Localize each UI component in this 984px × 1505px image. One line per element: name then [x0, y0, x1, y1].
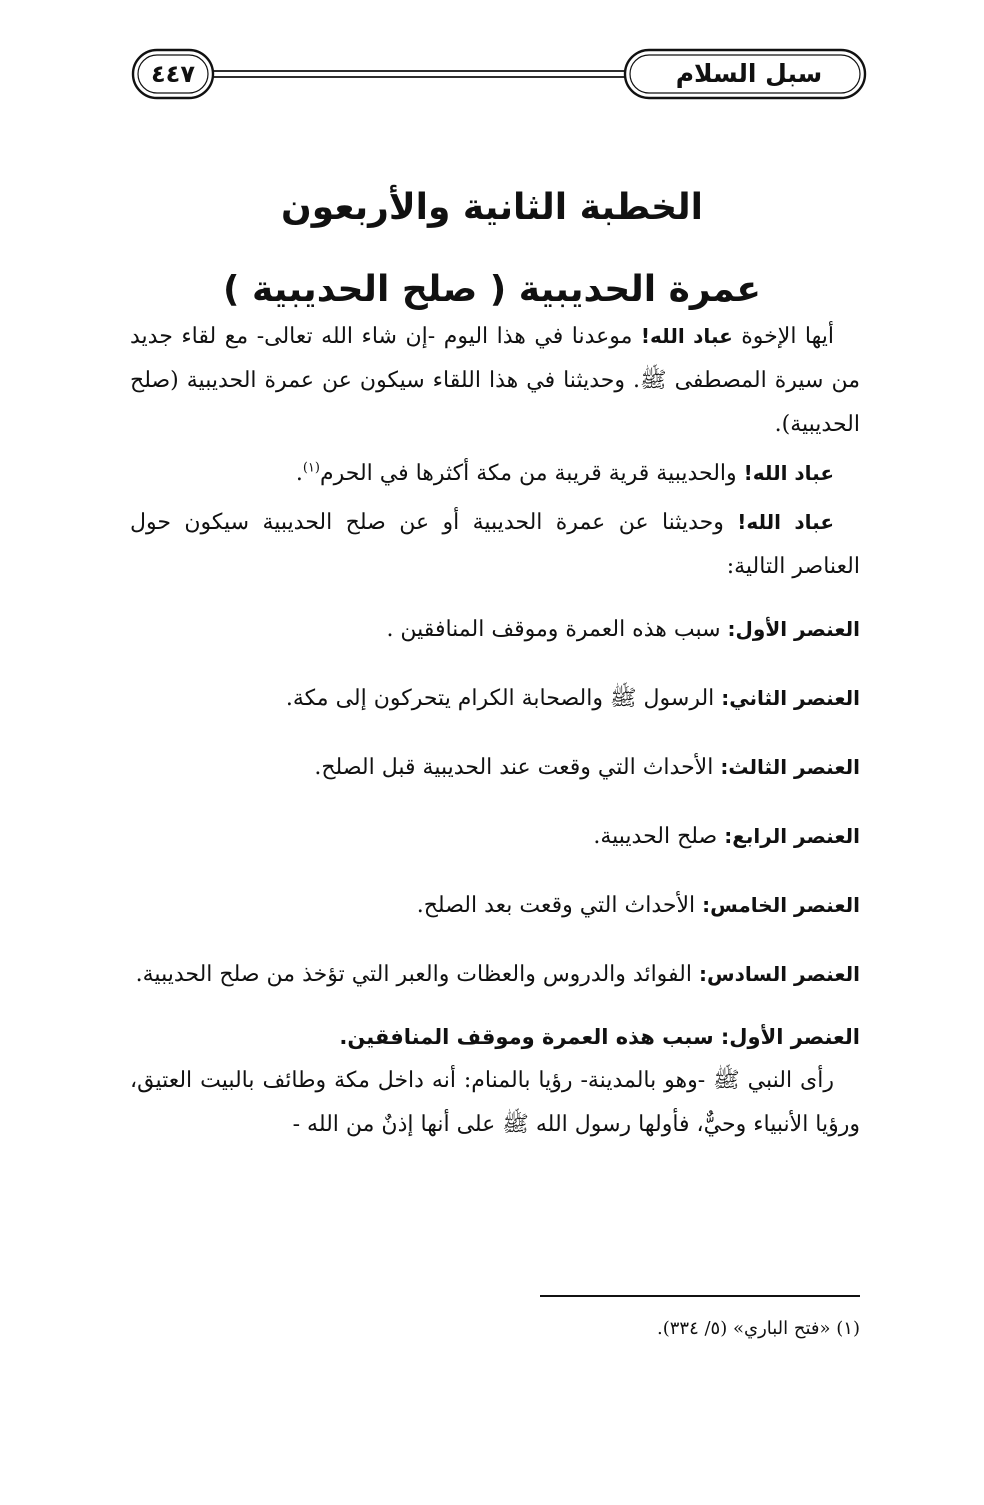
element-text: الأحداث التي وقعت بعد الصلح.: [416, 893, 703, 918]
subject-title: عمرة الحديبية ( صلح الحديبية ): [222, 268, 762, 310]
footnote-divider: [540, 1295, 860, 1297]
element-label: العنصر الأول:: [727, 617, 860, 641]
element-text: الرسول ﷺ والصحابة الكرام يتحركون إلى مكة.: [285, 686, 722, 711]
element-text: الفوائد والدروس والعظات والعبر التي تؤخذ من صلح الحديبية.: [135, 962, 699, 987]
running-title: سبل السلام: [675, 59, 823, 88]
section-heading: العنصر الأول: سبب هذه العمرة وموقف المنافقين.: [339, 1025, 860, 1049]
elements-intro-text: وحديثنا عن عمرة الحديبية أو عن صلح الحديبية سيكون حول العناصر التالية:: [130, 510, 860, 579]
page-body: [130, 314, 860, 1147]
list-item: [130, 952, 860, 997]
element-text: صلح الحديبية.: [593, 824, 725, 849]
elements-list: [130, 607, 860, 997]
hudaybiyah-paragraph: [130, 451, 860, 496]
list-item: [130, 607, 860, 652]
hudaybiyah-text: والحديبية قرية قريبة من مكة أكثرها في الحرم: [319, 461, 744, 486]
elements-intro-paragraph: [130, 500, 860, 589]
intro-address: عباد الله!: [640, 324, 733, 348]
page-number: ٤٤٧: [151, 60, 195, 88]
hudaybiyah-address: عباد الله!: [743, 461, 834, 485]
intro-lead: أيها الإخوة: [732, 324, 835, 349]
intro-text: موعدنا في هذا اليوم -إن شاء الله تعالى- مع لقاء جديد من سيرة المصطفى ﷺ. وحديثنا في هذا اللقاء سيكون عن عمرة الحديبية (صلح الحديبية).: [130, 324, 860, 437]
element-text: الأحداث التي وقعت عند الحديبية قبل الصلح.: [314, 755, 721, 780]
element-label: العنصر السادس:: [698, 962, 860, 986]
sermon-title: الخطبة الثانية والأربعون: [281, 187, 703, 229]
list-item: [130, 745, 860, 790]
element-label: العنصر الرابع:: [724, 824, 860, 848]
hudaybiyah-tail: .: [295, 461, 303, 486]
element-label: العنصر الثالث:: [720, 755, 860, 779]
list-item: [130, 814, 860, 859]
intro-paragraph: [130, 314, 860, 447]
running-header: [130, 44, 870, 106]
list-item: [130, 883, 860, 928]
section-paragraph: رأى النبي ﷺ -وهو بالمدينة- رؤيا بالمنام: أنه داخل مكة وطائف بالبيت العتيق، ورؤيا الأنبياء وحيٌّ، فأولها رسول الله ﷺ على أنها إذنٌ من الله -: [130, 1068, 860, 1137]
footnote: (١) «فتح الباري» (٥/ ٣٣٤).: [656, 1318, 860, 1339]
footnote-reference: (١): [302, 460, 320, 476]
element-text: سبب هذه العمرة وموقف المنافقين .: [386, 617, 728, 642]
element-label: العنصر الخامس:: [702, 893, 860, 917]
element-label: العنصر الثاني:: [721, 686, 860, 710]
list-item: [130, 676, 860, 721]
elements-intro-address: عباد الله!: [737, 510, 834, 534]
